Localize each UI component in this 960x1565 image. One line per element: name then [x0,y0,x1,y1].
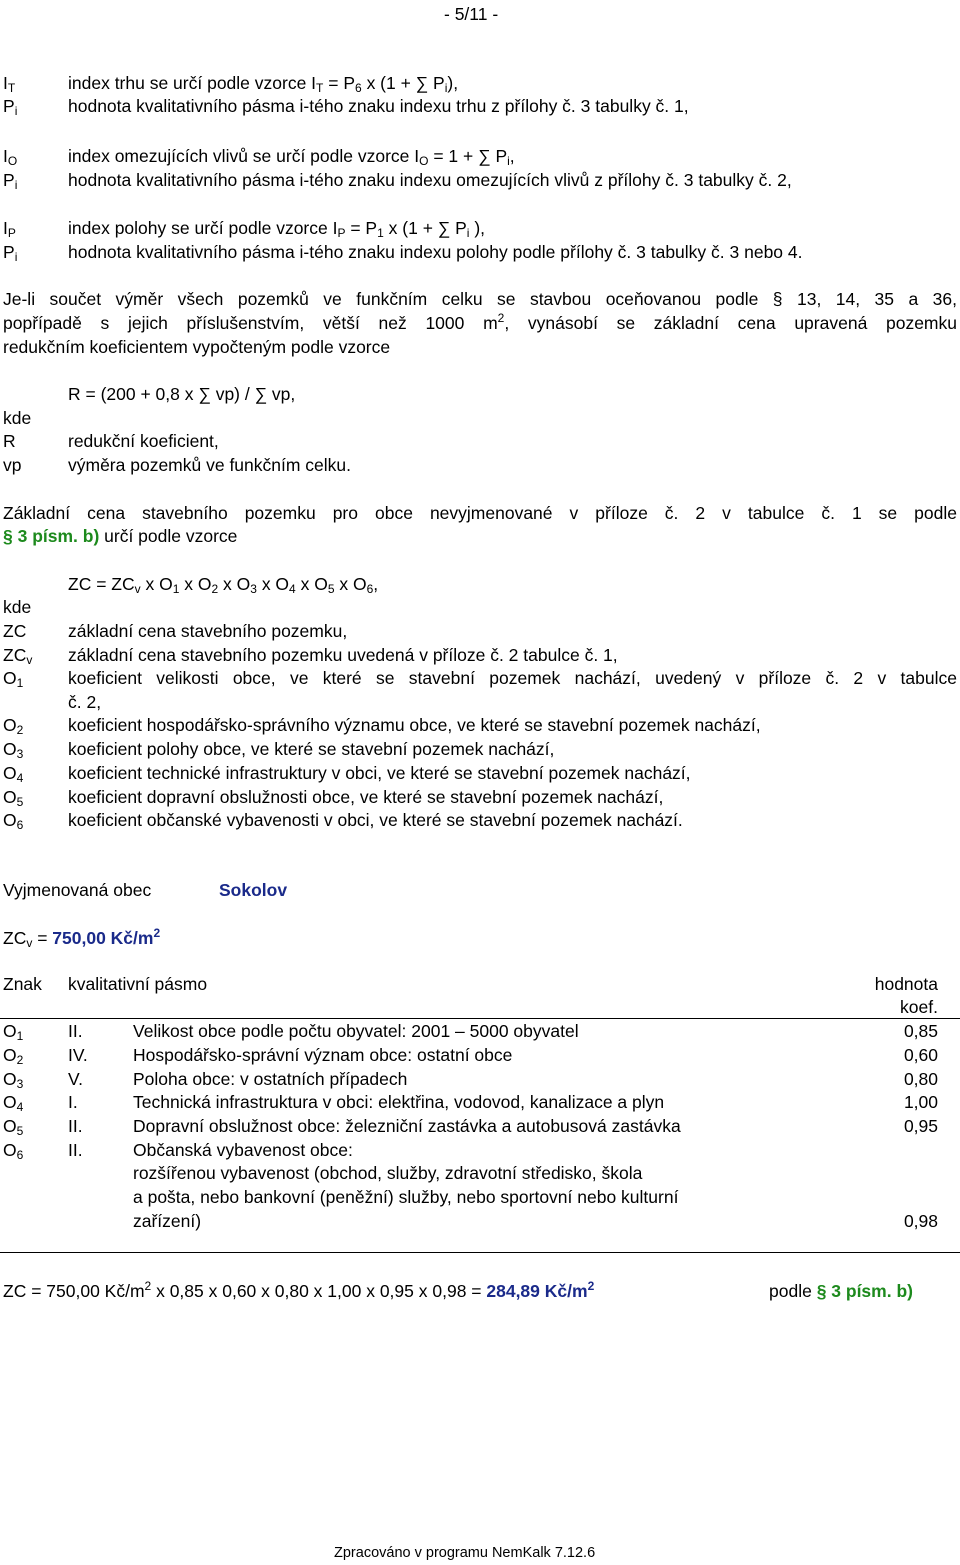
row-symbol: $O_6$ [3,1140,24,1162]
result-value: 284,89 Kč/m [486,1281,588,1301]
row-description: Dopravní obslužnost obce: železniční zastávka a autobusová zastávka [133,1116,681,1136]
municipality-label: Vyjmenovaná obec [3,880,152,900]
symbol-pi: $P_i$ [3,170,18,192]
kde-label: kde [3,597,32,617]
symbol-o2: $O_2$ [3,715,24,737]
definition-o3: koeficient polohy obce, ve které se stavební pozemek nachází, [68,739,555,759]
paragraph-line: Je-li součet výměr všech pozemků ve funkčním celku se stavbou oceňovanou podle § 13, 14, 35 a 36, [3,289,957,309]
symbol-r: R [3,431,16,451]
definition-o4: koeficient technické infrastruktury v obci, ve které se stavební pozemek nachází, [68,763,691,783]
formula-zc: ZC = $ZC_v$ x $O_1$ x $O_2$ x $O_3$ x $O_4$ x $O_5$ x $O_6$, [68,574,379,596]
column-header-hodnota: hodnota [874,974,938,994]
definition-r: redukční koeficient, [68,431,219,451]
row-symbol: $O_4$ [3,1092,24,1114]
row-description-cont: a pošta, nebo bankovní (peněžní) služby, nebo sportovní nebo kulturní [133,1187,679,1207]
definition-it: index trhu se určí podle vzorce $I_T = P_6$ x (1 + ∑ $P_i$), [68,73,459,95]
column-header-pasmo: kvalitativní pásmo [68,974,208,994]
definition-o6: koeficient občanské vybavenosti v obci, ve které se stavební pozemek nachází. [68,810,683,830]
row-description-cont: zařízení) [133,1211,202,1231]
definition-o1-cont: č. 2, [68,692,102,712]
definition-ip: index polohy se určí podle vzorce $I_P = P_1$ x (1 + ∑ $P_i$ ), [68,218,486,240]
definition-vp: výměra pozemků ve funkčním celku. [68,455,352,475]
result-calculation: ZC = 750,00 $Kč/m^2$ x 0,85 x 0,60 x 0,80 x 1,00 x 0,95 x 0,98 = 284,89 $Kč/m^2$ [3,1279,595,1301]
table-divider [0,1018,960,1019]
row-band: II. [68,1116,83,1136]
row-band: IV. [68,1045,88,1065]
definition-pi: hodnota kvalitativního pásma i-tého znaku indexu polohy podle přílohy č. 3 tabulky č. 3 nebo 4. [68,242,803,262]
definition-o1: koeficient velikosti obce, ve které se stavební pozemek nachází, uvedený v příloze č. 2 v tabulce [68,668,957,688]
row-band: II. [68,1140,83,1160]
zcv-value: $ZC_v = 750,00$ $Kč/m^2$ [3,926,161,950]
row-band: V. [68,1069,83,1089]
symbol-it: $I_T$ [3,73,16,95]
column-header-znak: Znak [3,974,42,994]
result-reference: podle § 3 písm. b) [769,1281,913,1301]
symbol-zcv: $ZC_v$ [3,645,33,667]
row-description: Poloha obce: v ostatních případech [133,1069,408,1089]
paragraph-line: popřípadě s jejich příslušenstvím, větší než 1000 $m^2$, vynásobí se základní cena upravená pozemku [3,311,957,333]
definition-o2: koeficient hospodářsko-správního významu obce, ve které se stavební pozemek nachází, [68,715,761,735]
symbol-zc: ZC [3,621,27,641]
table-divider [0,1252,960,1253]
definition-pi: hodnota kvalitativního pásma i-tého znaku indexu trhu z přílohy č. 3 tabulky č. 1, [68,96,689,116]
row-description: Hospodářsko-správní význam obce: ostatní obce [133,1045,513,1065]
definition-zcv: základní cena stavebního pozemku uvedená v příloze č. 2 tabulce č. 1, [68,645,618,665]
symbol-o4: $O_4$ [3,763,24,785]
definition-io: index omezujících vlivů se určí podle vzorce $I_O = 1$ + ∑ $P_i$, [68,146,515,168]
row-value: 0,85 [903,1021,938,1041]
page-number: - 5/11 - [444,4,499,24]
column-header-koef: koef. [900,997,938,1017]
legal-reference: § 3 písm. b) [816,1281,913,1301]
symbol-o6: $O_6$ [3,810,24,832]
definition-o5: koeficient dopravní obslužnosti obce, ve které se stavební pozemek nachází, [68,787,664,807]
row-band: I. [68,1092,78,1112]
row-value: 0,80 [903,1069,938,1089]
row-value: 0,60 [903,1045,938,1065]
municipality-name: Sokolov [219,880,288,900]
symbol-o5: $O_5$ [3,787,24,809]
definition-pi: hodnota kvalitativního pásma i-tého znaku indexu omezujících vlivů z přílohy č. 3 tabulky č. 2, [68,170,792,190]
symbol-io: $I_O$ [3,146,18,168]
row-description-cont: rozšířenou vybavenost (obchod, služby, zdravotní středisko, škola [133,1163,643,1183]
row-description: Občanská vybavenost obce: [133,1140,353,1160]
row-description: Technická infrastruktura v obci: elektřina, vodovod, kanalizace a plyn [133,1092,665,1112]
footer-text: Zpracováno v programu NemKalk 7.12.6 [334,1545,596,1561]
row-symbol: $O_2$ [3,1045,24,1067]
symbol-o1: $O_1$ [3,668,24,690]
paragraph-line: Základní cena stavebního pozemku pro obce nevyjmenované v příloze č. 2 v tabulce č. 1 se podle [3,503,957,523]
row-value: 1,00 [903,1092,938,1112]
row-description: Velikost obce podle počtu obyvatel: 2001 – 5000 obyvatel [133,1021,579,1041]
row-symbol: $O_5$ [3,1116,24,1138]
definition-zc: základní cena stavebního pozemku, [68,621,348,641]
paragraph-line: redukčním koeficientem vypočteným podle vzorce [3,337,391,357]
paragraph-line: § 3 písm. b) určí podle vzorce [3,526,238,546]
row-symbol: $O_1$ [3,1021,24,1043]
symbol-pi: $P_i$ [3,96,18,118]
symbol-vp: vp [3,455,22,475]
kde-label: kde [3,408,32,428]
legal-reference: § 3 písm. b) [3,526,100,546]
row-value: 0,95 [903,1116,938,1136]
formula-r: R = (200 + 0,8 x ∑ vp) / ∑ vp, [68,384,296,404]
row-band: II. [68,1021,83,1041]
row-value: 0,98 [903,1211,938,1231]
symbol-o3: $O_3$ [3,739,24,761]
row-symbol: $O_3$ [3,1069,24,1091]
symbol-ip: $I_P$ [3,218,16,240]
symbol-pi: $P_i$ [3,242,18,264]
